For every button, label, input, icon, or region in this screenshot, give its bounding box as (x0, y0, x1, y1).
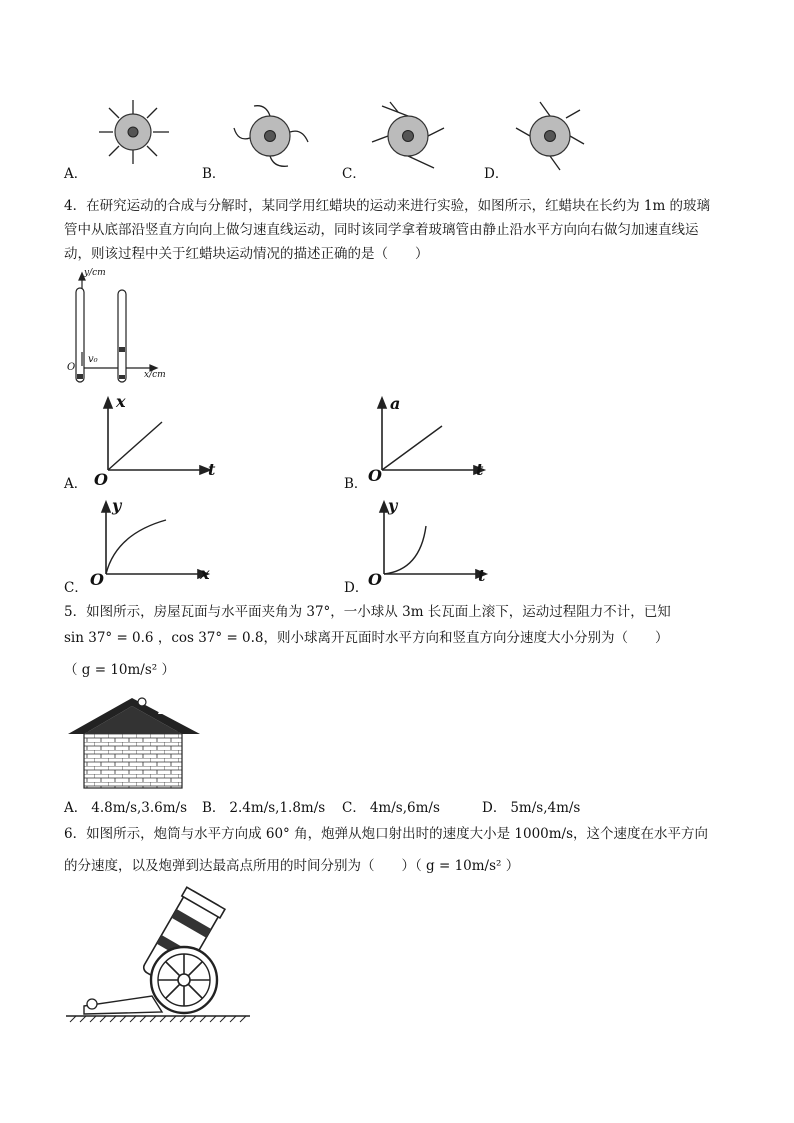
q5-option-b[interactable]: B． 2.4m/s,1.8m/s (202, 800, 326, 816)
q3-option-b[interactable]: B． (202, 166, 226, 182)
q3-figure-d (510, 98, 600, 178)
q5-option-c[interactable]: C． 4m/s,6m/s (342, 800, 440, 816)
q5-stem-line-2: sin 37° = 0.6 ，cos 37° = 0.8，则小球离开瓦面时水平方向和竖直方向分速度大小分别为（ ） (64, 630, 669, 646)
q5-option-d[interactable]: D． 5m/s,4m/s (482, 800, 581, 816)
q4-fig-y-axis-label: y/cm (84, 268, 106, 278)
q5-stem-line-3: （ g = 10m/s² ） (64, 662, 175, 678)
q3-figure-a (95, 96, 185, 176)
q4-graph-c-y-label: y (112, 496, 122, 515)
q3-figure-c (368, 98, 458, 178)
q3-option-c[interactable]: C． (342, 166, 366, 182)
q4-option-a[interactable]: A． (64, 476, 88, 492)
q4-option-b[interactable]: B． (344, 476, 368, 492)
q4-stem-line-3: 动，则该过程中关于红蜡块运动情况的描述正确的是（ ） (64, 246, 429, 262)
q4-graph-b-y-label: a (390, 394, 401, 413)
q4-graph-a-origin: O (94, 470, 108, 489)
q4-graph-c-x-label: x (200, 564, 210, 583)
q5-option-a[interactable]: A． 4.8m/s,3.6m/s (64, 800, 188, 816)
q4-graph-b-x-label: t (476, 460, 484, 479)
q4-fig-x-axis-label: x/cm (144, 370, 166, 380)
q6-cannon-figure (66, 884, 256, 1024)
q4-stem-line-2: 管中从底部沿竖直方向向上做匀速直线运动，同时该同学拿着玻璃管由静止沿水平方向向右做匀加速直线运 (64, 222, 699, 238)
q3-option-d[interactable]: D． (484, 166, 509, 182)
q6-stem-line-1: 6．如图所示，炮筒与水平方向成 60° 角，炮弹从炮口射出时的速度大小是 1000m/s，这个速度在水平方向 (64, 826, 709, 842)
q4-graph-a-x-label: t (208, 460, 216, 479)
q4-stem-line-1: 4．在研究运动的合成与分解时，某同学用红蜡块的运动来进行实验，如图所示，红蜡块在长约为 1m 的玻璃 (64, 198, 711, 214)
q6-stem-line-2: 的分速度，以及炮弹到达最高点所用的时间分别为（ ）（ g = 10m/s² ） (64, 858, 520, 874)
q4-graph-a (100, 398, 220, 488)
q4-option-c[interactable]: C． (64, 580, 88, 596)
q5-house-figure (66, 694, 202, 792)
q4-graph-d-origin: O (368, 570, 382, 589)
q4-fig-origin-label: O (67, 362, 76, 373)
q4-tube-figure (62, 270, 172, 385)
q5-stem-line-1: 5．如图所示，房屋瓦面与水平面夹角为 37°，一小球从 3m 长瓦面上滚下，运动过程阻力不计，已知 (64, 604, 671, 620)
q5-options-row (64, 798, 581, 818)
q4-graph-c-origin: O (90, 570, 104, 589)
q4-graph-d-x-label: t (478, 566, 486, 585)
q4-fig-v0-label: v₀ (88, 354, 98, 365)
q3-option-a[interactable]: A． (64, 166, 88, 182)
q4-graph-d-y-label: y (388, 496, 398, 515)
q3-figure-b (228, 98, 318, 178)
q4-graph-b-origin: O (368, 466, 382, 485)
q4-option-d[interactable]: D． (344, 580, 369, 596)
q4-graph-a-y-label: x (116, 392, 126, 411)
